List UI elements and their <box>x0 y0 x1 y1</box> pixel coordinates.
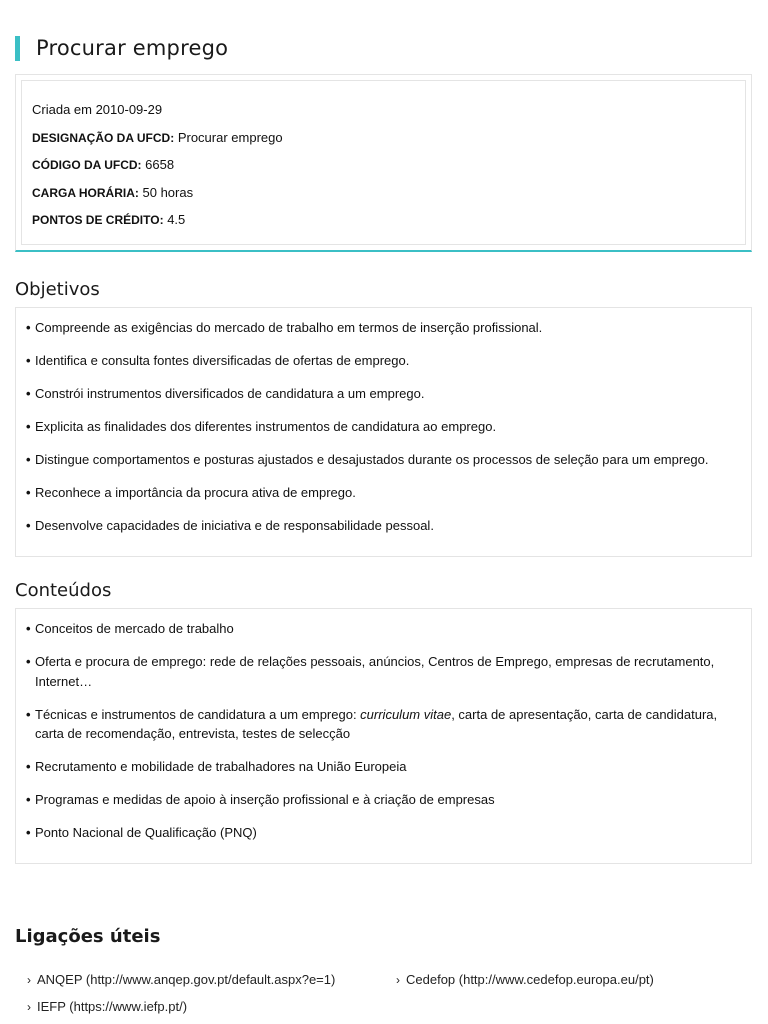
info-label: PONTOS DE CRÉDITO: <box>32 213 164 227</box>
bullet: • <box>26 621 31 636</box>
info-label: CÓDIGO DA UFCD: <box>32 158 142 172</box>
conteudos-title: Conteúdos <box>15 580 112 601</box>
info-row-carga <box>32 186 745 200</box>
page-title: Procurar emprego <box>36 36 229 60</box>
list-item: • Conceitos de mercado de trabalho <box>26 619 741 639</box>
ufcd-info-inner <box>21 80 746 245</box>
bullet: • <box>26 485 31 500</box>
created-date: Criada em 2010-09-29 <box>32 102 163 117</box>
list-item: • Desenvolve capacidades de iniciativa e de responsabilidade pessoal. <box>26 516 741 536</box>
bullet: • <box>26 419 31 434</box>
info-value: 4.5 <box>163 212 186 227</box>
page-header <box>15 34 228 62</box>
bullet: • <box>26 386 31 401</box>
info-row-codigo <box>32 158 745 172</box>
chevron-right-icon: › <box>396 973 400 987</box>
bullet: • <box>26 518 31 533</box>
link-cedefop[interactable]: › Cedefop (http://www.cedefop.europa.eu/pt) <box>396 972 654 987</box>
info-label: CARGA HORÁRIA: <box>32 185 139 200</box>
info-row-pontos <box>32 213 745 227</box>
info-value: 50 horas <box>138 184 194 200</box>
list-item: • Programas e medidas de apoio à inserção profissional e à criação de empresas <box>26 790 741 810</box>
bullet: • <box>26 353 31 368</box>
ufcd-info-card <box>15 74 752 252</box>
list-item: • Reconhece a importância da procura ativa de emprego. <box>26 483 741 503</box>
list-item: • Técnicas e instrumentos de candidatura a um emprego: curriculum vitae, carta de apresentação, carta de candidatura, carta de recomendação, entrevista, testes de selecção <box>26 705 741 744</box>
objetivos-title: Objetivos <box>15 279 100 300</box>
link-anqep[interactable]: › ANQEP (http://www.anqep.gov.pt/default.aspx?e=1) <box>27 972 336 987</box>
bullet: • <box>26 452 31 467</box>
bullet: • <box>26 792 31 807</box>
list-item: • Compreende as exigências do mercado de trabalho em termos de inserção profissional. <box>26 318 741 338</box>
bullet: • <box>26 759 31 774</box>
list-item: • Recrutamento e mobilidade de trabalhadores na União Europeia <box>26 757 741 777</box>
list-item: • Identifica e consulta fontes diversificadas de ofertas de emprego. <box>26 351 741 371</box>
title-accent-bar <box>15 36 20 61</box>
bullet: • <box>26 706 31 722</box>
list-item: • Explicita as finalidades dos diferentes instrumentos de candidatura ao emprego. <box>26 417 741 437</box>
conteudos-box <box>15 608 752 864</box>
chevron-right-icon: › <box>27 1000 31 1014</box>
link-iefp[interactable]: › IEFP (https://www.iefp.pt/) <box>27 999 188 1014</box>
info-label: DESIGNAÇÃO DA UFCD: <box>32 130 175 145</box>
bullet: • <box>26 654 31 669</box>
objetivos-box <box>15 307 752 557</box>
bullet: • <box>26 825 31 840</box>
info-value: 6658 <box>141 157 175 172</box>
list-item: • Oferta e procura de emprego: rede de relações pessoais, anúncios, Centros de Emprego, empresas de recrutamento, Internet… <box>26 652 741 691</box>
italic-term: curriculum vitae <box>360 706 452 722</box>
links-title: Ligações úteis <box>15 926 161 947</box>
list-item: • Constrói instrumentos diversificados de candidatura a um emprego. <box>26 384 741 404</box>
list-item: • Distingue comportamentos e posturas ajustados e desajustados durante os processos de seleção para um emprego. <box>26 450 741 470</box>
bullet: • <box>26 320 31 335</box>
list-item: • Ponto Nacional de Qualificação (PNQ) <box>26 823 741 843</box>
info-value: Procurar emprego <box>174 129 283 145</box>
info-row-designacao <box>32 131 745 145</box>
chevron-right-icon: › <box>27 973 31 987</box>
